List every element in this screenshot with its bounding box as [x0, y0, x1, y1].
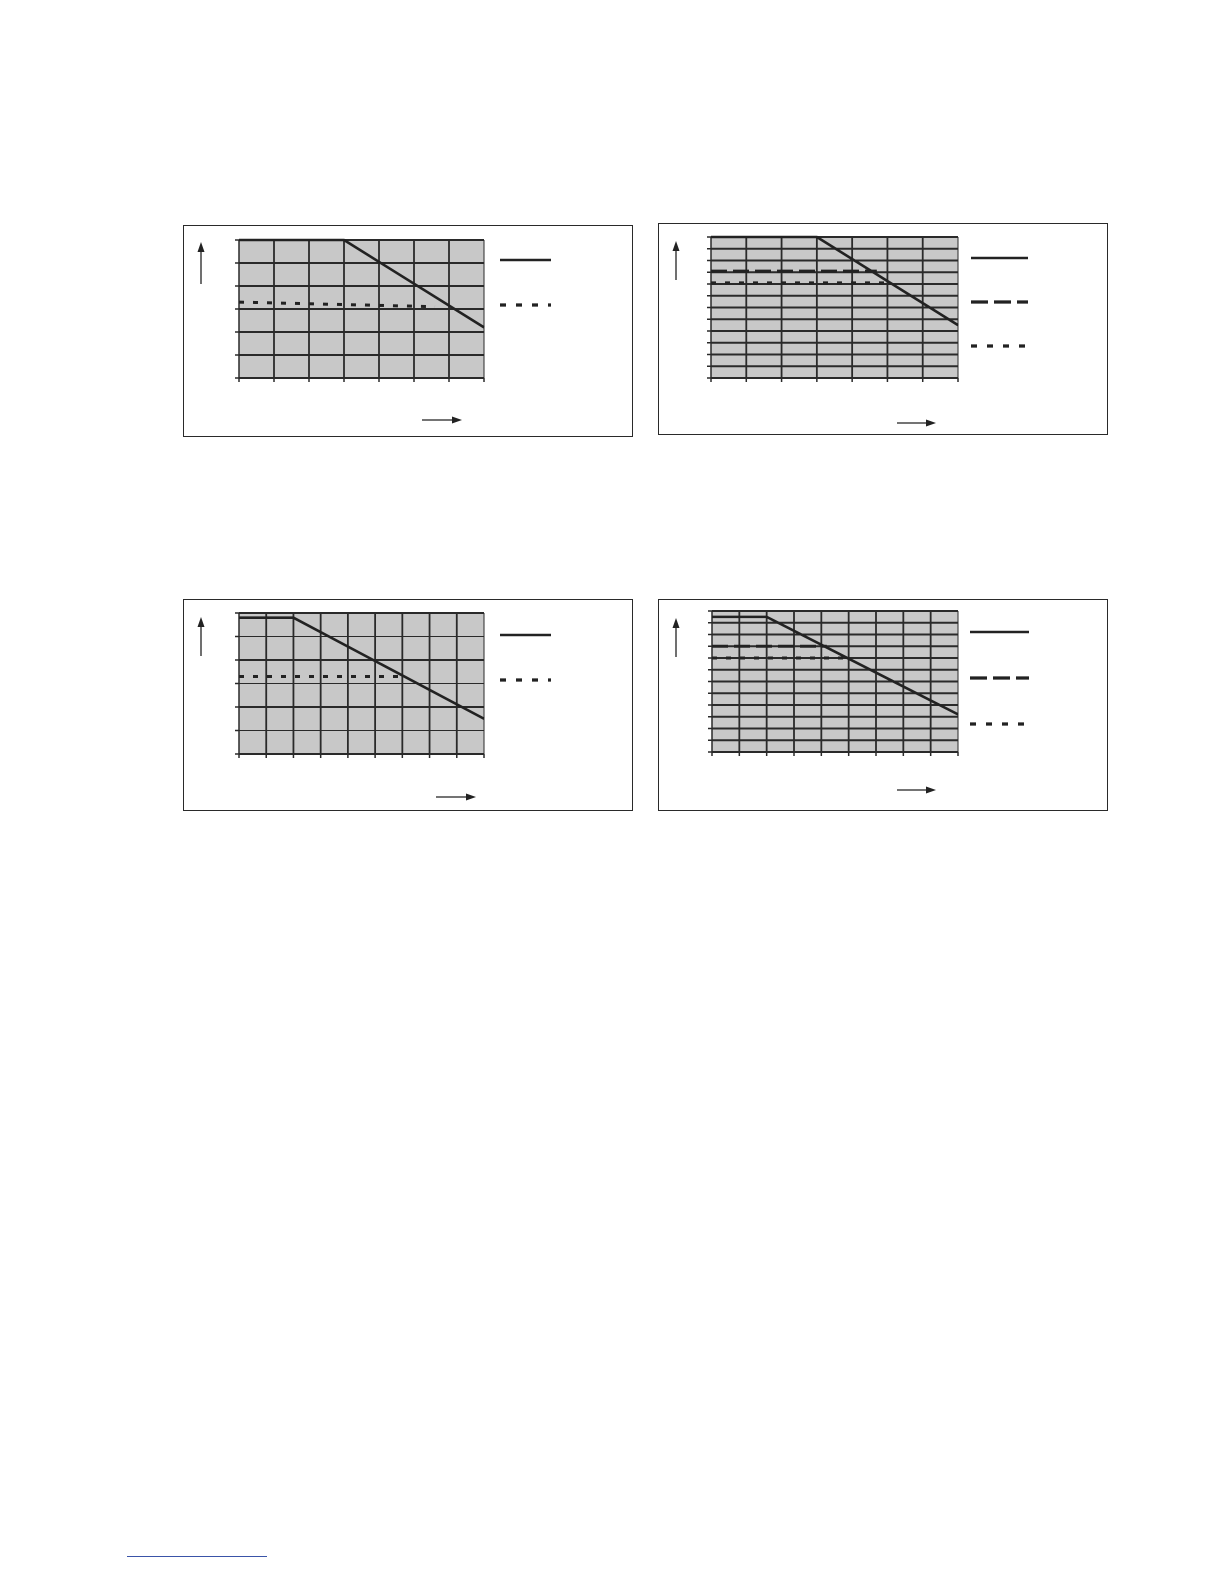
y-arrow-icon [673, 241, 680, 251]
y-arrow-icon [198, 242, 205, 252]
chart-panel-1 [183, 225, 633, 437]
y-arrow-icon [673, 618, 680, 628]
footer-link-underline [127, 1556, 267, 1557]
chart-svg-3 [184, 600, 634, 812]
chart-svg-4 [659, 600, 1109, 812]
chart-svg-1 [184, 226, 634, 438]
chart-svg-2 [659, 224, 1109, 436]
x-arrow-icon [926, 787, 936, 794]
chart-panel-4 [658, 599, 1108, 811]
x-arrow-icon [926, 420, 936, 427]
x-arrow-icon [466, 794, 476, 801]
x-arrow-icon [452, 417, 462, 424]
chart-panel-3 [183, 599, 633, 811]
y-arrow-icon [198, 617, 205, 627]
chart-panel-2 [658, 223, 1108, 435]
